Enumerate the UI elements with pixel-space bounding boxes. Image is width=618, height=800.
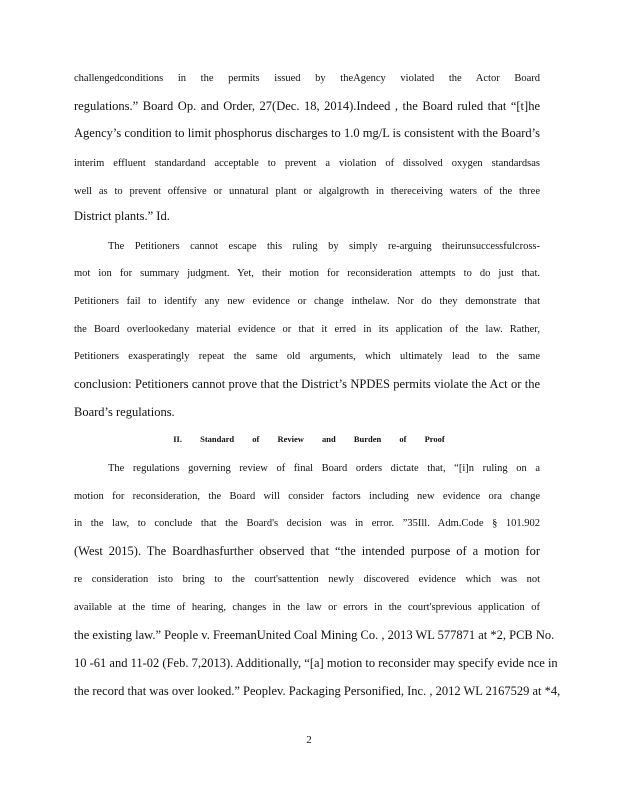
text-line: regulations.” Board Op. and Order, 27(Dec. 18, 2014).Indeed , the Board ruled that “[t]he (74, 99, 540, 113)
text-line: interim effluent standardand acceptable to prevent a violation of dissolved oxygen standardsas (74, 158, 540, 169)
section-heading (0, 434, 618, 444)
heading-word: Burden (353, 434, 382, 444)
text-line: the Board overlookedany material evidence or that it erred in its application of the law. Rather, (74, 324, 540, 335)
text-line: The regulations governing review of final Board orders dictate that, “[i]n ruling on a (108, 463, 540, 474)
text-line: The Petitioners cannot escape this ruling by simply re-arguing theirunsuccessfulcross- (108, 241, 540, 252)
text-line: in the law, to conclude that the Board's decision was in error. ”35Ill. Adm.Code § 101.902 (74, 518, 540, 529)
text-line: District plants.” Id. (74, 209, 170, 223)
heading-number: II. (173, 434, 182, 444)
heading-word: and (322, 434, 336, 444)
heading-word: of (399, 434, 407, 444)
text-line: motion for reconsideration, the Board will consider factors including new evidence ora change (74, 491, 540, 502)
text-line: re consideration isto bring to the court'sattention newly discovered evidence which was not (74, 574, 540, 585)
text-line: the record that was over looked.” Peoplev. Packaging Personified, Inc. , 2012 WL 2167529 at *4, (74, 684, 561, 698)
text-line: Board’s regulations. (74, 405, 175, 419)
text-line: mot ion for summary judgment. Yet, their motion for reconsideration attempts to do just that. (74, 268, 540, 279)
text-line: well as to prevent offensive or unnatural plant or algalgrowth in thereceiving waters of the three (74, 186, 540, 197)
heading-word: Review (277, 434, 304, 444)
heading-word: of (252, 434, 260, 444)
text-line: Petitioners exasperatingly repeat the same old arguments, which ultimately lead to the same (74, 351, 540, 362)
text-line: (West 2015). The Boardhasfurther observed that “the intended purpose of a motion for (74, 544, 540, 558)
text-line: Agency’s condition to limit phosphorus discharges to 1.0 mg/L is consistent with the Board’s (74, 126, 540, 140)
text-line: available at the time of hearing, changes in the law or errors in the court'sprevious application of (74, 602, 540, 613)
page-number: 2 (306, 734, 312, 746)
text-line: conclusion: Petitioners cannot prove that the District’s NPDES permits violate the Act or the (74, 377, 540, 391)
text-line: Petitioners fail to identify any new evidence or change inthelaw. Nor do they demonstrate that (74, 296, 540, 307)
heading-word: Standard (200, 434, 235, 444)
heading-word: Proof (424, 434, 445, 444)
text-line: the existing law.” People v. FreemanUnited Coal Mining Co. , 2013 WL 577871 at *2, PCB No. (74, 628, 555, 642)
text-line: challengedconditions in the permits issued by theAgency violated the Actor Board (74, 73, 540, 84)
text-line: 10 -61 and 11-02 (Feb. 7,2013). Additionally, “[a] motion to reconsider may specify evide nce in (74, 656, 558, 670)
